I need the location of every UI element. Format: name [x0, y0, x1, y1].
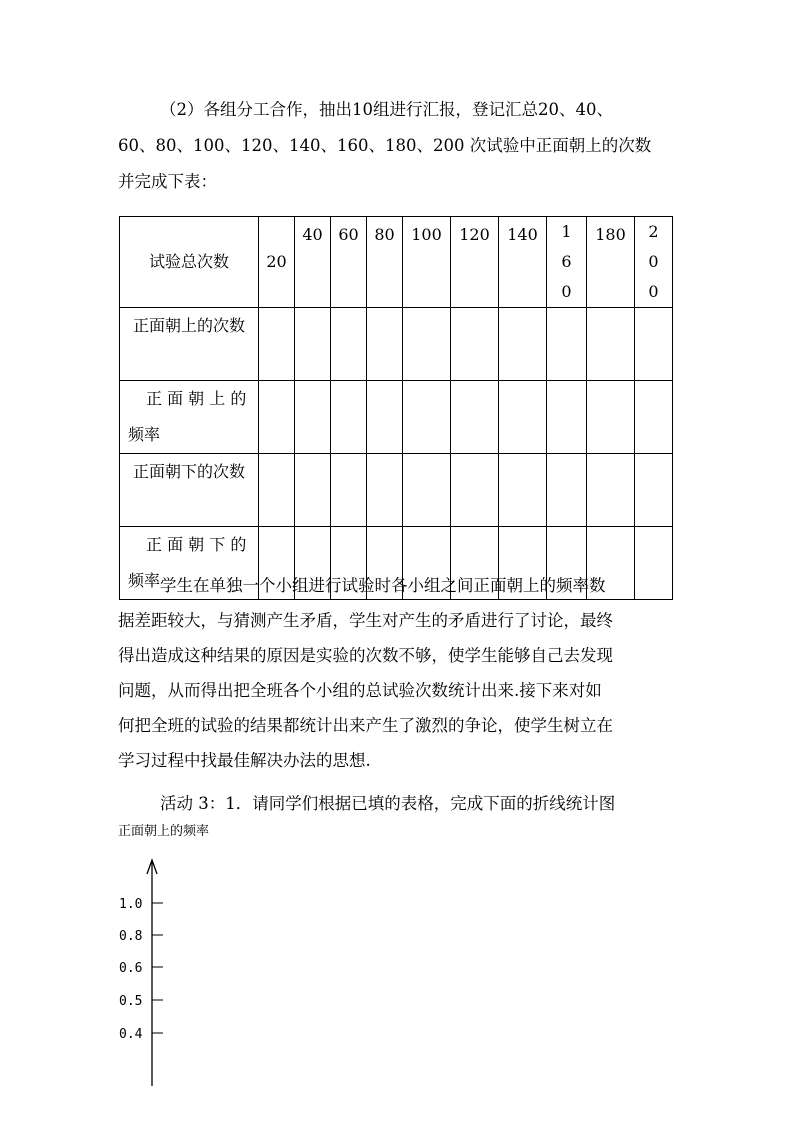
header-trial-cell: 100	[403, 217, 451, 308]
intro-line-1: （2）各组分工合作，抽出10组进行汇报，登记汇总20、40、	[160, 100, 613, 119]
discussion-line: 问题，从而得出把全班各个小组的总试验次数统计出来.接下来对如	[118, 681, 602, 700]
discussion-line: 据差距较大，与猜测产生矛盾，学生对产生的矛盾进行了讨论，最终	[118, 611, 613, 630]
y-tick-label: 0.4	[119, 1027, 143, 1042]
y-axis-title: 正面朝上的频率	[118, 824, 210, 839]
header-trial-cell: 180	[587, 217, 635, 308]
header-trial-cell: 160	[547, 217, 587, 308]
activity-instruction: 活动 3：1．请同学们根据已填的表格，完成下面的折线统计图	[160, 794, 616, 813]
header-trial-cell: 140	[499, 217, 547, 308]
intro-line-3: 并完成下表：	[118, 172, 217, 191]
header-trial-cell: 200	[635, 217, 673, 308]
header-trial-cell: 20	[259, 217, 295, 308]
intro-line-2: 60、80、100、120、140、160、180、200 次试验中正面朝上的次数	[118, 136, 652, 155]
discussion-line: 学生在单独一个小组进行试验时各小组之间正面朝上的频率数	[160, 576, 606, 595]
row-label: 正 面 朝 上 的 频率	[120, 381, 259, 454]
header-trial-cell: 80	[367, 217, 403, 308]
header-trial-cell: 40	[295, 217, 331, 308]
discussion-line: 学习过程中找最佳解决办法的思想.	[118, 751, 371, 770]
y-tick-label: 1.0	[119, 897, 143, 912]
y-tick-label: 0.8	[119, 929, 143, 944]
y-tick-label: 0.6	[119, 961, 143, 976]
row-label: 正面朝上的次数	[120, 308, 259, 381]
header-label-cell: 试验总次数	[120, 217, 259, 308]
header-trial-cell: 60	[331, 217, 367, 308]
row-label: 正 面 朝 下 的 频率	[120, 527, 259, 600]
discussion-line: 得出造成这种结果的原因是实验的次数不够，使学生能够自己去发现	[118, 646, 613, 665]
header-trial-cell: 120	[451, 217, 499, 308]
discussion-line: 何把全班的试验的结果都统计出来产生了激烈的争论，使学生树立在	[118, 716, 613, 735]
y-tick-label: 0.5	[119, 994, 143, 1009]
row-label: 正面朝下的次数	[120, 454, 259, 527]
